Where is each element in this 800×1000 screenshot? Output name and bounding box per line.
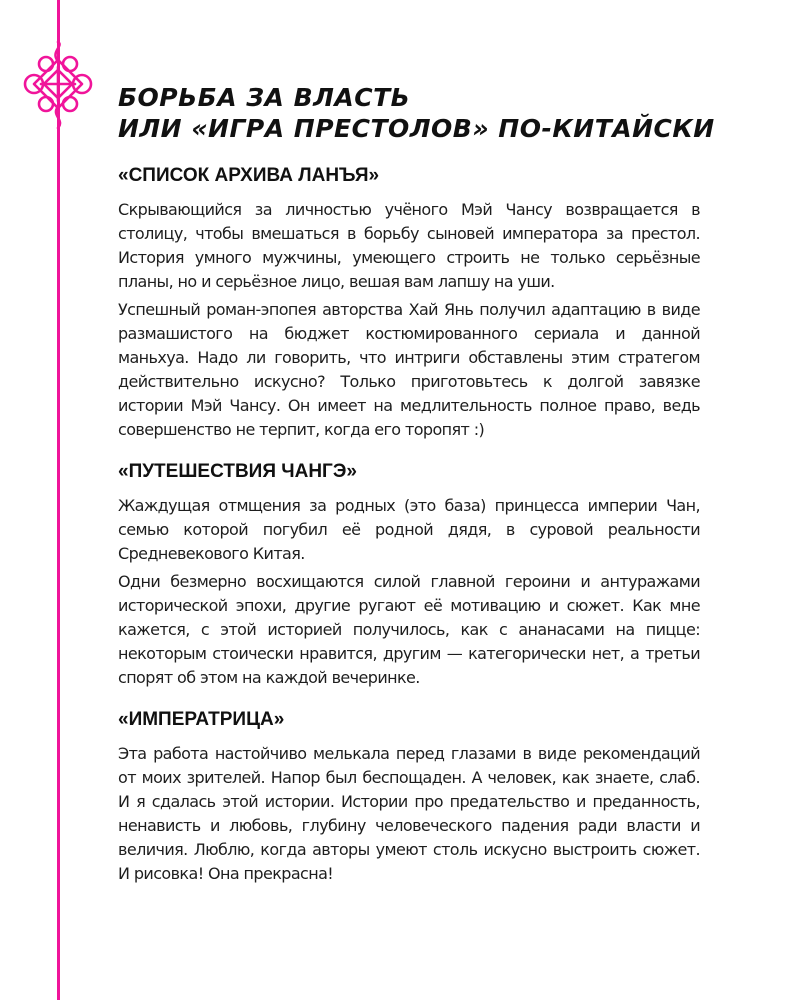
- paragraph: Скрывающийся за личностью учёного Мэй Чансу возвращается в столицу, чтобы вмешаться в борьбу сыновей императора за престол. История умного мужчины, умеющего строить не только серьёзные планы, но и серьёзное лицо, вешая вам лапшу на уши.: [118, 200, 700, 291]
- paragraph: Жаждущая отмщения за родных (это база) принцесса империи Чан, семью которой погубил её родной дядя, в суровой реальности Средневекового Китая.: [118, 496, 700, 563]
- page-title: [118, 82, 738, 144]
- paragraph: Эта работа настойчиво мелькала перед глазами в виде рекомендаций от моих зрителей. Напор был беспощаден. А человек, как знаете, слаб. И я сдалась этой истории. Истории про предательство и преданность, ненависть и любовь, глубину человеческого падения ради власти и величия. Люблю, когда авторы умеют столь искусно выстроить сюжет. И рисовка! Она прекрасна!: [118, 744, 700, 883]
- chinese-knot-icon: [18, 40, 98, 130]
- paragraph: Одни безмерно восхищаются силой главной героини и антуражами исторической эпохи, другие ругают её мотивацию и сюжет. Как мне кажется, с этой историей получилось, как с ананасами на пицце: некоторым стоически нравится, другим — категорически нет, а третьи спорят об этом на каждой вечеринке.: [118, 572, 700, 687]
- page-title-line-2: ИЛИ «ИГРА ПРЕСТОЛОВ» ПО-КИТАЙСКИ: [118, 114, 715, 143]
- section-heading: «СПИСОК АРХИВА ЛАНЪЯ»: [118, 165, 380, 186]
- article-content: [118, 164, 700, 904]
- paragraph: Успешный роман-эпопея авторства Хай Янь получил адаптацию в виде размашистого на бюджет костюмированного сериала и данной маньхуа. Надо ли говорить, что интриги обставлены этим стратегом действительно искусно? Только приготовьтесь к долгой завязке истории Мэй Чансу. Он имеет на медлительность полное право, ведь совершенство не терпит, когда его торопят :): [118, 300, 700, 439]
- section-changge: [118, 460, 700, 690]
- page-title-line-1: БОРЬБА ЗА ВЛАСТЬ: [118, 83, 411, 112]
- section-heading: «ИМПЕРАТРИЦА»: [118, 709, 285, 730]
- section-langya: [118, 164, 700, 442]
- decorative-vertical-line: [57, 0, 60, 1000]
- section-empress: [118, 708, 700, 886]
- section-heading: «ПУТЕШЕСТВИЯ ЧАНГЭ»: [118, 461, 357, 482]
